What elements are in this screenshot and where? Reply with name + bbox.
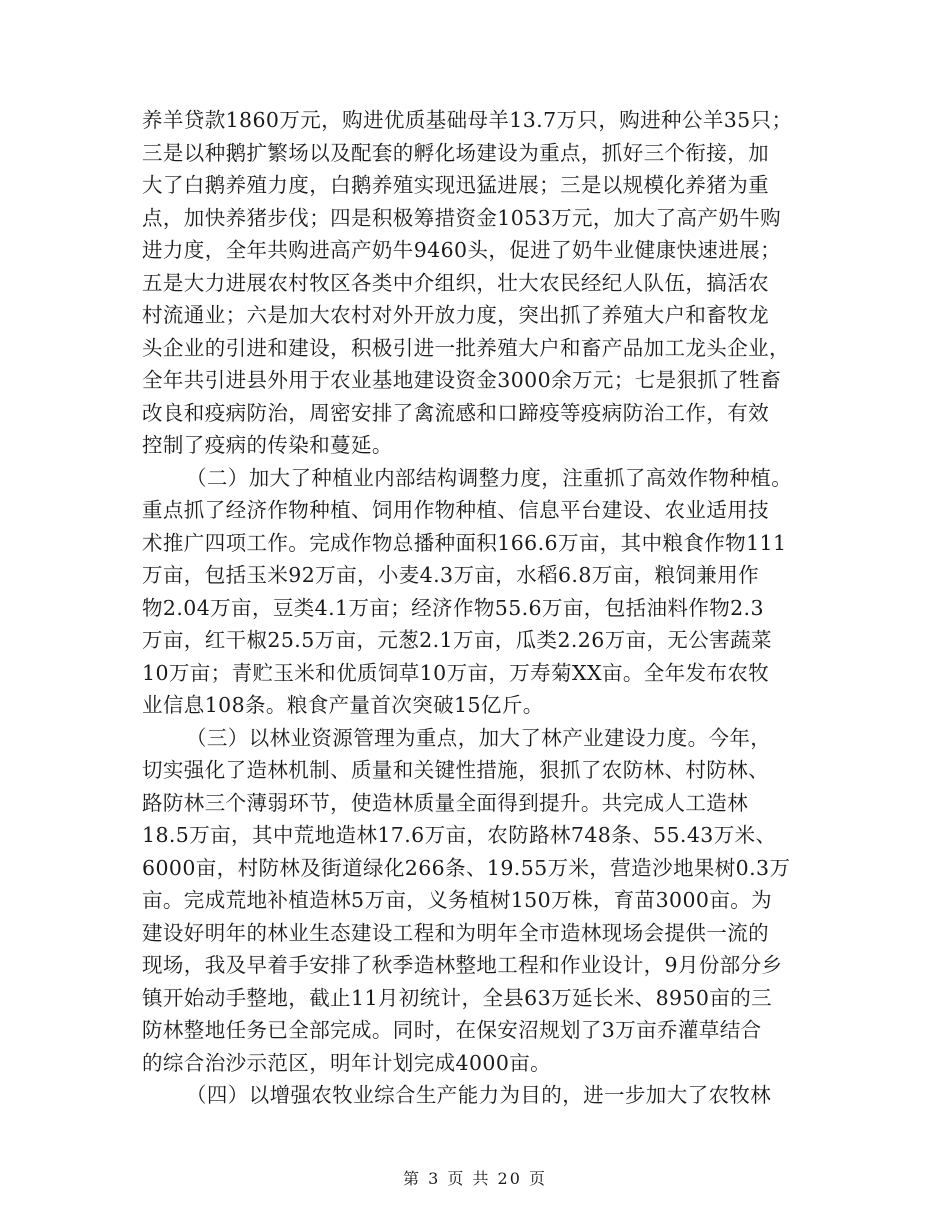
text-line: 业信息108条。粮食产量首次突破15亿斤。 xyxy=(142,693,544,717)
page-number-footer: 第 3 页 共 20 页 xyxy=(403,1169,547,1188)
text-line: 点，加快养猪步伐；四是积极筹措资金1053万元，加大了高产奶牛购 xyxy=(142,205,781,230)
text-line: 进力度，全年共购进高产奶牛9460头，促进了奶牛业健康快速进展； xyxy=(142,238,781,262)
text-line: 术推广四项工作。完成作物总播种面积166.6万亩，其中粮食作物111 xyxy=(142,530,787,555)
text-line: 头企业的引进和建设，积极引进一批养殖大户和畜产品加工龙头企业， xyxy=(142,335,790,360)
text-line: 村流通业；六是加大农村对外开放力度，突出抓了养殖大户和畜牧龙 xyxy=(142,303,769,327)
text-line: 10万亩；青贮玉米和优质饲草10万亩，万寿菊XX亩。全年发布农牧 xyxy=(142,660,770,685)
text-line: 万亩，包括玉米92万亩，小麦4.3万亩，水稻6.8万亩，粮饲兼用作 xyxy=(142,563,759,587)
text-line: 全年共引进县外用于农业基地建设资金3000余万元；七是狠抓了牲畜 xyxy=(142,368,781,392)
text-line: 建设好明年的林业生态建设工程和为明年全市造林现场会提供一流的 xyxy=(142,920,769,945)
text-line: 的综合治沙示范区，明年计划完成4000亩。 xyxy=(142,1050,552,1075)
text-line: 切实强化了造林机制、质量和关键性措施，狠抓了农防林、村防林、 xyxy=(142,758,769,782)
text-line: 大了白鹅养殖力度，白鹅养殖实现迅猛进展；三是以规模化养猪为重 xyxy=(142,173,769,197)
paragraph-heading-4: （四）以增强农牧业综合生产能力为目的，进一步加大了农牧林 xyxy=(186,1083,772,1107)
text-line: 五是大力进展农村牧区各类中介组织，壮大农民经纪人队伍，搞活农 xyxy=(142,270,769,295)
text-line: 亩。完成荒地补植造林5万亩，义务植树150万株，育苗3000亩。为 xyxy=(142,888,773,912)
text-line: 物2.04万亩，豆类4.1万亩；经济作物55.6万亩，包括油料作物2.3 xyxy=(142,595,764,620)
text-line: 改良和疫病防治，周密安排了禽流感和口蹄疫等疫病防治工作，有效 xyxy=(142,400,769,425)
text-line: 养羊贷款1860万元，购进优质基础母羊13.7万只，购进种公羊35只； xyxy=(142,108,793,132)
text-line: 三是以种鹅扩繁场以及配套的孵化场建设为重点，抓好三个衔接，加 xyxy=(142,140,769,165)
paragraph-heading-3: （三）以林业资源管理为重点，加大了林产业建设力度。今年， xyxy=(186,725,772,750)
text-line: 18.5万亩，其中荒地造林17.6万亩，农防路林748条、55.43万米、 xyxy=(142,823,777,847)
document-body xyxy=(142,104,808,1112)
text-line: 防林整地任务已全部完成。同时，在保安沼规划了3万亩乔灌草结合 xyxy=(142,1018,762,1042)
text-line: 6000亩，村防林及街道绿化266条、19.55万米，营造沙地果树0.3万 xyxy=(142,855,791,880)
text-line: 万亩，红干椒25.5万亩，元葱2.1万亩，瓜类2.26万亩，无公害蔬菜 xyxy=(142,628,772,652)
paragraph-heading-2: （二）加大了种植业内部结构调整力度，注重抓了高效作物种植。 xyxy=(186,465,793,490)
text-line: 现场，我及早着手安排了秋季造林整地工程和作业设计，9月份部分乡 xyxy=(142,953,783,977)
text-line: 重点抓了经济作物种植、饲用作物种植、信息平台建设、农业适用技 xyxy=(142,498,769,522)
text-line: 镇开始动手整地，截止11月初统计，全县63万延长米、8950亩的三 xyxy=(142,985,773,1010)
text-line: 控制了疫病的传染和蔓延。 xyxy=(142,433,393,457)
text-line: 路防林三个薄弱环节，使造林质量全面得到提升。共完成人工造林 xyxy=(142,790,749,815)
